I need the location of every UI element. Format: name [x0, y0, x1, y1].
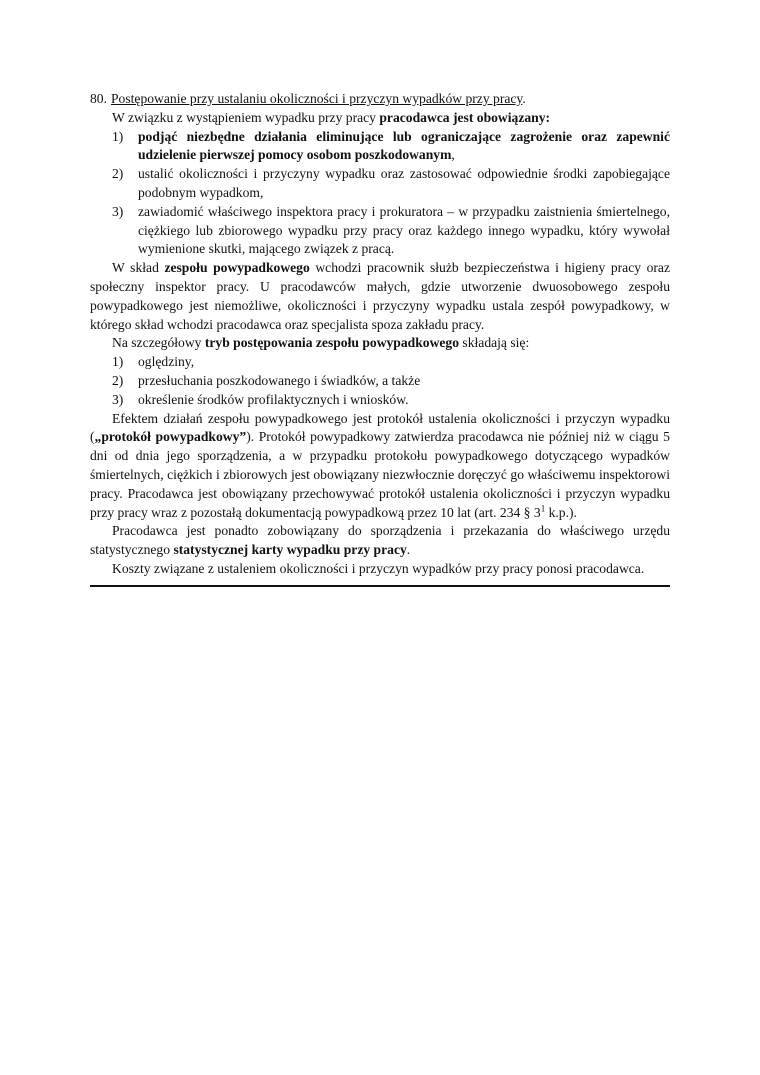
section-title: Postępowanie przy ustalaniu okoliczności i przyczyn wypadków przy pracy — [111, 91, 523, 106]
cost-text: Koszty związane z ustaleniem okoliczności i przyczyn wypadków przy pracy ponosi pracodawca. — [112, 560, 645, 576]
list-item — [90, 165, 670, 203]
procedure-text-b: składają się: — [459, 335, 530, 351]
list-marker: 2) — [112, 372, 124, 388]
team-bold: zespołu powypadkowego — [164, 260, 310, 276]
team-paragraph — [90, 259, 670, 334]
section-title-end: . — [522, 91, 526, 106]
section-divider — [90, 585, 670, 587]
procedure-paragraph — [90, 334, 670, 353]
stat-text-b: . — [406, 542, 411, 558]
list-marker: 3) — [112, 203, 124, 219]
procedure-item-text: przesłuchania poszkodowanego i świadków, a także — [138, 372, 421, 388]
duty-bold: podjąć niezbędne działania eliminujące lub ograniczające zagrożenie oraz zapewnić udzielenie pierwszej pomocy osobom poszkodowanym — [138, 128, 670, 163]
list-item — [90, 128, 670, 166]
team-text-a: W skład — [112, 260, 165, 276]
list-item — [90, 203, 670, 259]
list-item — [90, 391, 670, 410]
procedure-text-a: Na szczegółowy — [112, 335, 205, 351]
protocol-text-b: ). Protokół powypadkowy zatwierdza pracodawca nie później niż w ciągu 5 dni od dnia jego sporządzenia, a w przypadku protokołu powypadkowego dotyczącego wypadków śmiertelnych, ciężkich i zbiorowych jest obowiązany niezwłocznie doręczyć go właściwemu inspektorowi pracy. Pracodawca jest obowiązany przechowywać protokół ustalenia okoliczności i przyczyn wypadku przy pracy wraz z pozostałą dokumentacją powypadkową przez 10 lat (art. 234 § 3 — [90, 429, 670, 520]
section-heading — [90, 90, 670, 109]
intro-paragraph — [90, 109, 670, 128]
stat-text-a: Pracodawca jest ponadto zobowiązany do sporządzenia i przekazania do właściwego urzędu statystycznego — [90, 523, 670, 558]
procedure-item-text: oględziny, — [138, 354, 195, 370]
procedure-item-text: określenie środków profilaktycznych i wniosków. — [138, 391, 409, 407]
costs-paragraph — [90, 560, 670, 579]
protocol-superscript: 1 — [540, 503, 546, 513]
protocol-text-a: Efektem działań zespołu powypadkowego jest protokół ustalenia okoliczności i przyczyn wypadku ( — [90, 410, 670, 445]
duty-text: zawiadomić właściwego inspektora pracy i prokuratora – w przypadku zaistnienia śmiertelnego, ciężkiego lub zbiorowego wypadku przy pracy oraz każdego innego wypadku, który wywołał wymienione skutki, mającego związek z pracą. — [138, 203, 670, 257]
list-item — [90, 372, 670, 391]
list-marker: 1) — [112, 354, 124, 370]
list-marker: 1) — [112, 128, 124, 144]
intro-bold: pracodawca jest obowiązany — [379, 109, 546, 125]
team-text-b: wchodzi pracownik służb bezpieczeństwa i higieny pracy oraz społeczny inspektor pracy. U pracodawców małych, gdzie utworzenie dwuosobowego zespołu powypadkowego jest niemożliwe, okoliczności i przyczyny wypadku ustala zespół powypadkowy, w którego skład wchodzi pracodawca oraz specjalista spoza zakładu pracy. — [90, 260, 670, 332]
duties-list — [90, 128, 670, 260]
statistics-paragraph — [90, 522, 670, 560]
protocol-bold: „protokół powypadkowy” — [94, 429, 247, 445]
document-page — [90, 90, 670, 594]
list-marker: 2) — [112, 166, 124, 182]
intro-text: W związku z wystąpieniem wypadku przy pracy — [112, 109, 380, 125]
list-marker: 3) — [112, 391, 124, 407]
stat-bold: statystycznej karty wypadku przy pracy — [173, 542, 407, 558]
section-number: 80. — [90, 91, 107, 106]
protocol-text-c: k.p.). — [545, 504, 577, 520]
list-item — [90, 353, 670, 372]
duty-text: ustalić okoliczności i przyczyny wypadku oraz zastosować odpowiednie środki zapobiegające podobnym wypadkom, — [138, 166, 670, 200]
intro-end: : — [545, 109, 551, 125]
protocol-paragraph — [90, 410, 670, 523]
procedure-list — [90, 353, 670, 409]
procedure-bold: tryb postępowania zespołu powypadkowego — [204, 335, 460, 351]
duty-text: , — [451, 147, 455, 163]
